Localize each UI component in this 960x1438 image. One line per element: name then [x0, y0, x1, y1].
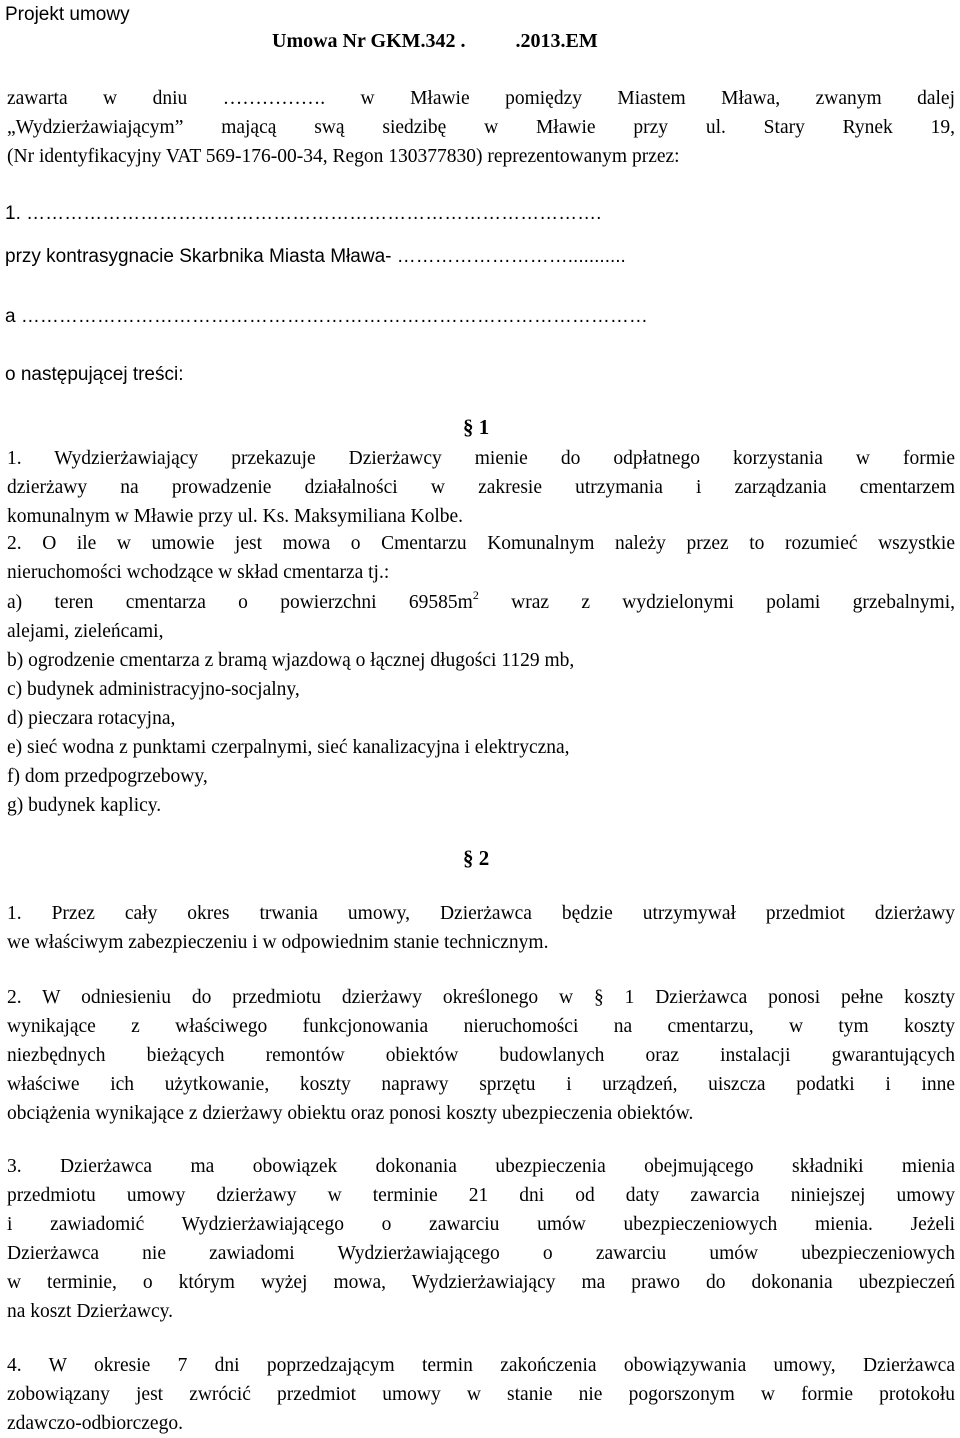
paragraph-line: Dzierżawca nie zawiadomi Wydzierżawiającego o zawarciu umów ubezpieczeniowych — [7, 1243, 955, 1264]
paragraph-line: przedmiotu umowy dzierżawy w terminie 21 dni od daty zawarcia niniejszej umowy — [7, 1185, 955, 1206]
paragraph-line: niezbędnych bieżących remontów obiektów budowlanych oraz instalacji gwarantujących — [7, 1045, 955, 1066]
intro-line: (Nr identyfikacyjny VAT 569-176-00-34, Regon 130377830) reprezentowanym przez: — [7, 146, 680, 167]
paragraph-line: zobowiązany jest zwrócić przedmiot umowy w stanie nie pogorszonym w formie protokołu — [7, 1384, 955, 1405]
paragraph-line: obciążenia wynikające z dzierżawy obiektu oraz ponosi koszty ubezpieczenia obiektów. — [7, 1103, 694, 1124]
paragraph-line: komunalnym w Mławie przy ul. Ks. Maksymiliana Kolbe. — [7, 506, 464, 527]
section2-paragraph-4 — [7, 1351, 955, 1438]
paragraph-line: 2. O ile w umowie jest mowa o Cmentarzu Komunalnym należy przez to rozumieć wszystkie — [7, 533, 955, 554]
list-item-line: a) teren cmentarza o powierzchni $69585m^2$ wraz z wydzielonymi polami grzebalnymi, — [7, 588, 955, 613]
paragraph-line: dzierżawy na prowadzenie działalności w zakresie utrzymania i zarządzania cmentarzem — [7, 477, 955, 498]
paragraph-line: wynikające z właściwego funkcjonowania nieruchomości na cmentarzu, w tym koszty — [7, 1016, 955, 1037]
list-item: f) dom przedpogrzebowy, — [7, 766, 208, 787]
contract-title: Umowa Nr GKM.342 . .2013.EM — [272, 30, 598, 52]
list-item: b) ogrodzenie cmentarza z bramą wjazdową o łącznej długości 1129 mb, — [7, 650, 575, 671]
representative-line: 1. ………………………………………………………………………………. — [5, 203, 602, 224]
section2-paragraph-1 — [7, 899, 955, 957]
paragraph-line: we właściwym zabezpieczeniu i w odpowiednim stanie technicznym. — [7, 932, 549, 953]
content-intro: o następującej treści: — [5, 364, 184, 385]
second-party-line: a ……………………………………………………………………………………… — [5, 306, 648, 327]
paragraph-line: właściwe ich użytkowanie, koszty naprawy sprzętu i urządzeń, uiszcza podatki i inne — [7, 1074, 955, 1095]
paragraph-line: na koszt Dzierżawcy. — [7, 1301, 174, 1322]
section1-paragraph-2 — [7, 529, 955, 587]
section2-paragraph-3 — [7, 1152, 955, 1326]
intro-paragraph — [7, 84, 955, 171]
section1-paragraph-1 — [7, 444, 955, 531]
paragraph-line: nieruchomości wchodzące w skład cmentarza tj.: — [7, 562, 390, 583]
list-item: c) budynek administracyjno-socjalny, — [7, 679, 300, 700]
list-item: e) sieć wodna z punktami czerpalnymi, sieć kanalizacyjna i elektryczna, — [7, 737, 570, 758]
intro-line: zawarta w dniu ……………. w Mławie pomiędzy Miastem Mława, zwanym dalej — [7, 88, 955, 109]
list-items — [7, 646, 955, 820]
list-item-a — [7, 588, 955, 646]
paragraph-line: w terminie, o którym wyżej mowa, Wydzierżawiający ma prawo do dokonania ubezpieczeń — [7, 1272, 955, 1293]
paragraph-line: 4. W okresie 7 dni poprzedzającym termin zakończenia obowiązywania umowy, Dzierżawca — [7, 1355, 955, 1376]
paragraph-line: i zawiadomić Wydzierżawiającego o zawarciu umów ubezpieczeniowych mienia. Jeżeli — [7, 1214, 955, 1235]
list-item: d) pieczara rotacyjna, — [7, 708, 176, 729]
intro-line: „Wydzierżawiającym” mającą swą siedzibę w Mławie przy ul. Stary Rynek 19, — [7, 117, 955, 138]
paragraph-line: 1. Wydzierżawiający przekazuje Dzierżawcy mienie do odpłatnego korzystania w formie — [7, 448, 955, 469]
list-item: g) budynek kaplicy. — [7, 795, 162, 816]
paragraph-line: 3. Dzierżawca ma obowiązek dokonania ubezpieczenia obejmującego składniki mienia — [7, 1156, 955, 1177]
draft-label: Projekt umowy — [5, 4, 130, 25]
section-heading: § 2 — [463, 846, 490, 870]
superscript: 2 — [472, 588, 479, 602]
list-item-line: alejami, zieleńcami, — [7, 621, 164, 642]
section-heading: § 1 — [463, 415, 490, 439]
countersignature-line: przy kontrasygnacie Skarbnika Miasta Mława- ………………………........... — [5, 246, 626, 267]
paragraph-line: 2. W odniesieniu do przedmiotu dzierżawy określonego w § 1 Dzierżawca ponosi pełne koszty — [7, 987, 955, 1008]
paragraph-line: 1. Przez cały okres trwania umowy, Dzierżawca będzie utrzymywał przedmiot dzierżawy — [7, 903, 955, 924]
section2-paragraph-2 — [7, 983, 955, 1128]
paragraph-line: zdawczo-odbiorczego. — [7, 1413, 183, 1434]
